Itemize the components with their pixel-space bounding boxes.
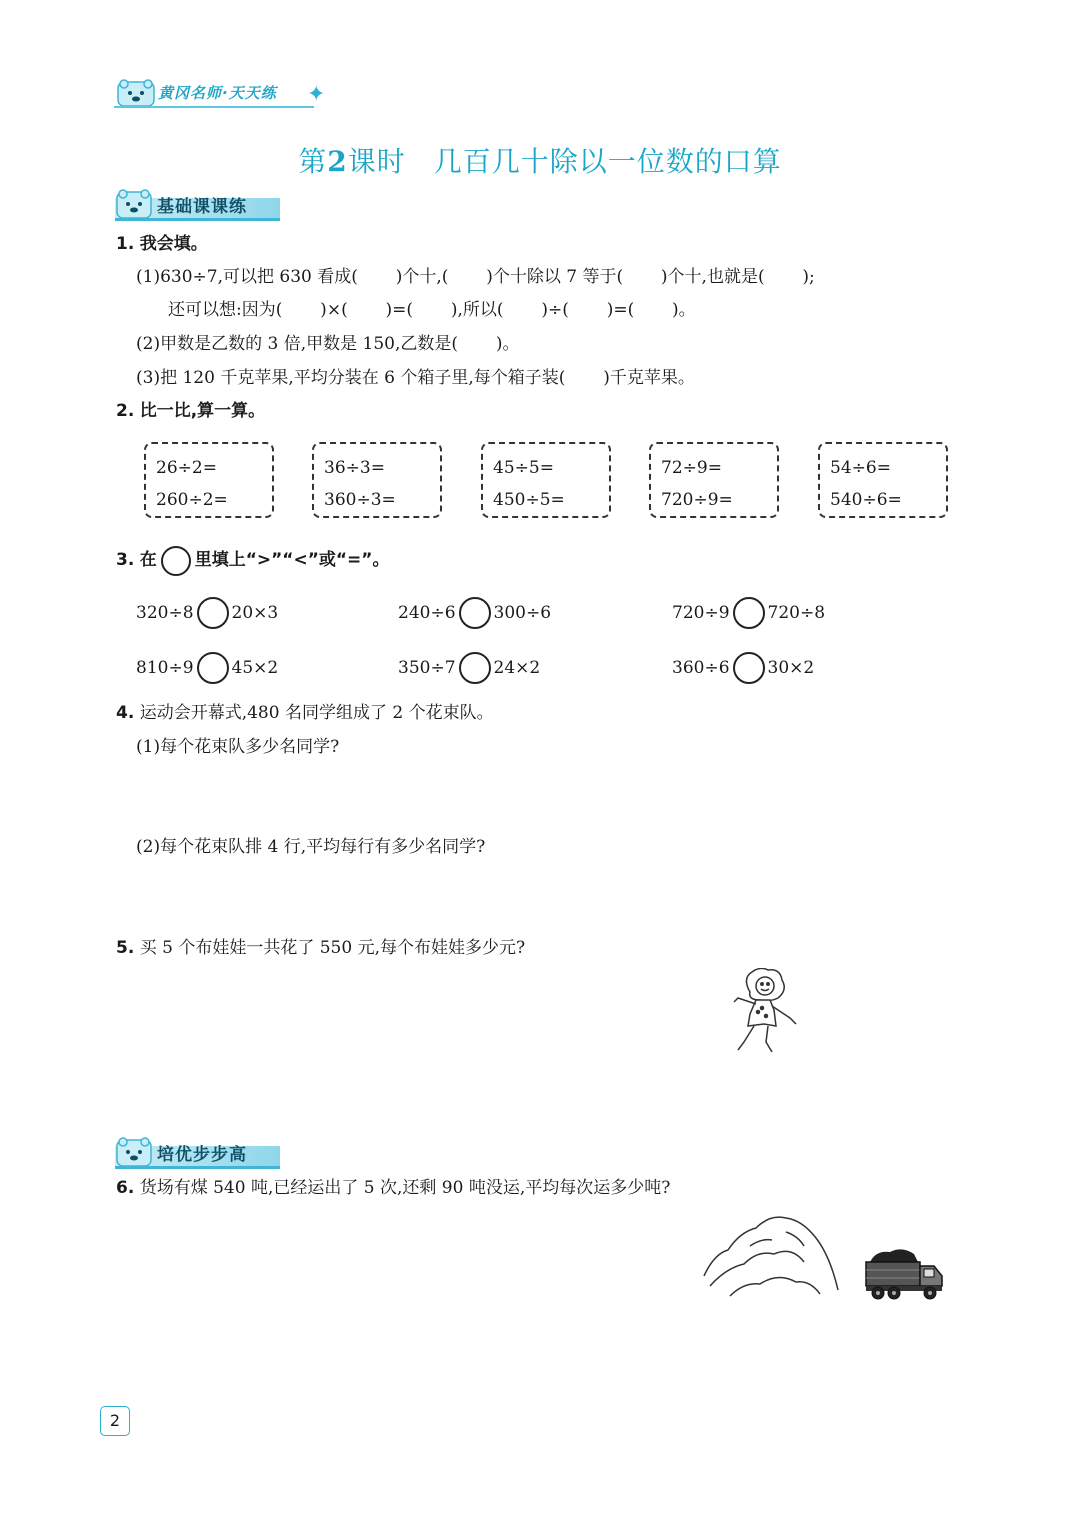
q1-heading: 1. 我会填。 xyxy=(116,234,208,254)
brand-underline xyxy=(114,106,314,108)
answer-circle[interactable] xyxy=(197,597,229,629)
q2-heading: 2. 比一比,算一算。 xyxy=(116,401,266,421)
answer-circle[interactable] xyxy=(733,597,765,629)
truck-illustration xyxy=(862,1246,946,1302)
compare-item: 350÷7 24×2 xyxy=(398,650,540,686)
bear-icon xyxy=(116,78,156,108)
section-basic-label: 基础课课练 xyxy=(157,197,247,217)
q1-line3: (2)甲数是乙数的 3 倍,甲数是 150,乙数是( )。 xyxy=(136,334,520,354)
compare-box: 26÷2= 260÷2= xyxy=(144,442,274,518)
compare-box: 54÷6= 540÷6= xyxy=(818,442,948,518)
doll-illustration xyxy=(730,968,802,1054)
coal-pile-illustration xyxy=(700,1210,845,1302)
q1-line1: (1)630÷7,可以把 630 看成( )个十,( )个十除以 7 等于( )个十,也就是( ); xyxy=(136,267,815,287)
header-brand xyxy=(112,76,352,112)
section-advanced-label: 培优步步高 xyxy=(157,1145,247,1165)
q1-line2: 还可以想:因为( )×( )=( ),所以( )÷( )=( )。 xyxy=(168,300,696,320)
page-number: 2 xyxy=(100,1406,130,1436)
compare-item: 240÷6 300÷6 xyxy=(398,595,551,631)
q4-sub2: (2)每个花束队排 4 行,平均每行有多少名同学? xyxy=(136,837,486,857)
q3-heading: 3. 在 里填上“>”“<”或“=”。 xyxy=(116,544,389,576)
compare-box: 72÷9= 720÷9= xyxy=(649,442,779,518)
compare-item: 810÷9 45×2 xyxy=(136,650,278,686)
bear-icon xyxy=(115,186,153,220)
q6-heading: 6. 货场有煤 540 吨,已经运出了 5 次,还剩 90 吨没运,平均每次运多少吨? xyxy=(116,1178,671,1198)
compare-item: 320÷8 20×3 xyxy=(136,595,278,631)
sparkle-icon: ✦ xyxy=(307,82,326,107)
compare-box: 45÷5= 450÷5= xyxy=(481,442,611,518)
q4-sub1: (1)每个花束队多少名同学? xyxy=(136,737,340,757)
brand-title: 黄冈名师·天天练 xyxy=(158,84,277,102)
q5-heading: 5. 买 5 个布娃娃一共花了 550 元,每个布娃娃多少元? xyxy=(116,938,526,958)
q4-heading: 4. 运动会开幕式,480 名同学组成了 2 个花束队。 xyxy=(116,703,494,723)
compare-item: 720÷9 720÷8 xyxy=(672,595,825,631)
answer-circle[interactable] xyxy=(161,546,191,576)
page-title: 第2课时 几百几十除以一位数的口算 xyxy=(298,145,782,178)
compare-box: 36÷3= 360÷3= xyxy=(312,442,442,518)
section-advanced-banner xyxy=(115,1134,280,1168)
answer-circle[interactable] xyxy=(459,652,491,684)
answer-circle[interactable] xyxy=(197,652,229,684)
compare-item: 360÷6 30×2 xyxy=(672,650,814,686)
answer-circle[interactable] xyxy=(459,597,491,629)
section-basic-banner xyxy=(115,186,280,220)
bear-icon xyxy=(115,1134,153,1168)
answer-circle[interactable] xyxy=(733,652,765,684)
q1-line4: (3)把 120 千克苹果,平均分装在 6 个箱子里,每个箱子装( )千克苹果。 xyxy=(136,368,695,388)
